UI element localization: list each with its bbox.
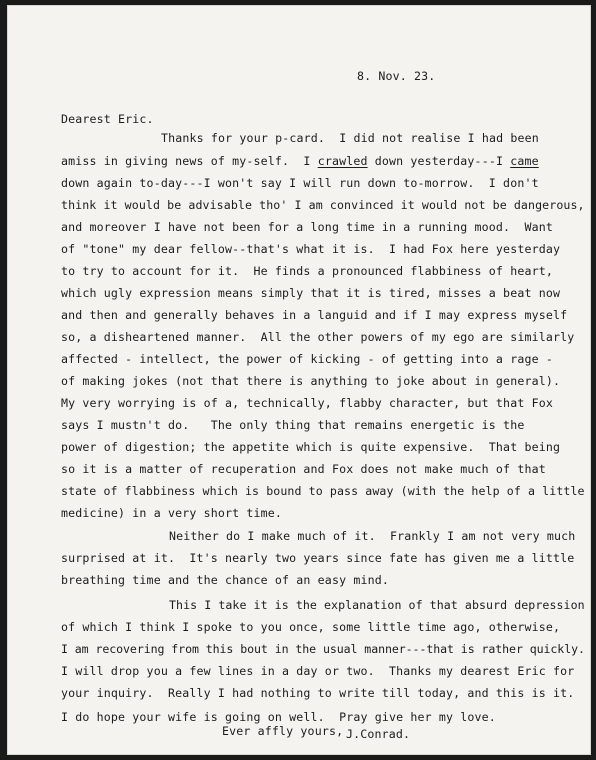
letter-line: your inquiry. Really I had nothing to write till today, and this is it. (61, 686, 575, 700)
letter-line: amiss in giving news of my-self. I crawled down yesterday---I came (61, 154, 539, 168)
letter-line: so, a disheartened manner. All the other powers of my ego are similarly (61, 330, 575, 344)
letter-line: down again to-day---I won't say I will run down to-morrow. I don't (61, 176, 539, 190)
letter-line: I am recovering from this bout in the usual manner---that is rather quickly. (61, 642, 585, 656)
letter-line: which ugly expression means simply that it is tired, misses a beat now (61, 286, 561, 300)
letter-line: medicine) in a very short time. (61, 506, 283, 520)
letter-salutation: Dearest Eric. (61, 112, 154, 126)
letter-line: of "tone" my dear fellow--that's what it is. I had Fox here yesterday (61, 242, 561, 256)
letter-line: affected - intellect, the power of kicking - of getting into a rage - (61, 352, 553, 366)
letter-line: surprised at it. It's nearly two years since fate has given me a little (61, 551, 575, 565)
letter-line: I will drop you a few lines in a day or two. Thanks my dearest Eric for (61, 664, 575, 678)
letter-date: 8. Nov. 23. (357, 69, 436, 83)
letter-line: of which I think I spoke to you once, some little time ago, otherwise, (61, 620, 561, 634)
letter-line: of making jokes (not that there is anything to joke about in general). (61, 374, 561, 388)
letter-line: power of digestion; the appetite which is quite expensive. That being (61, 440, 561, 454)
letter-line: to try to account for it. He finds a pronounced flabbiness of heart, (61, 264, 553, 278)
letter-line: state of flabbiness which is bound to pass away (with the help of a little (61, 484, 585, 498)
letter-line: and then and generally behaves in a languid and if I may express myself (61, 308, 568, 322)
letter-line: I do hope your wife is going on well. Pray give her my love. (61, 710, 496, 724)
letter-signature: J.Conrad. (346, 727, 411, 741)
letter-page (7, 5, 591, 755)
letter-line: think it would be advisable tho' I am convinced it would not be dangerous, (61, 198, 585, 212)
letter-line: This I take it is the explanation of that absurd depression (169, 598, 585, 612)
letter-line: Thanks for your p-card. I did not realise I had been (161, 131, 539, 145)
letter-line: and moreover I have not been for a long time in a running mood. Want (61, 220, 553, 234)
letter-line: says I mustn't do. The only thing that remains energetic is the (61, 418, 525, 432)
letter-line: My very worrying is of a, technically, flabby character, but that Fox (61, 396, 553, 410)
letter-closing: Ever affly yours, (222, 724, 344, 738)
letter-line: breathing time and the chance of an easy mind. (61, 573, 389, 587)
letter-line: Neither do I make much of it. Frankly I am not very much (169, 529, 576, 543)
letter-line: so it is a matter of recuperation and Fox does not make much of that (61, 462, 546, 476)
